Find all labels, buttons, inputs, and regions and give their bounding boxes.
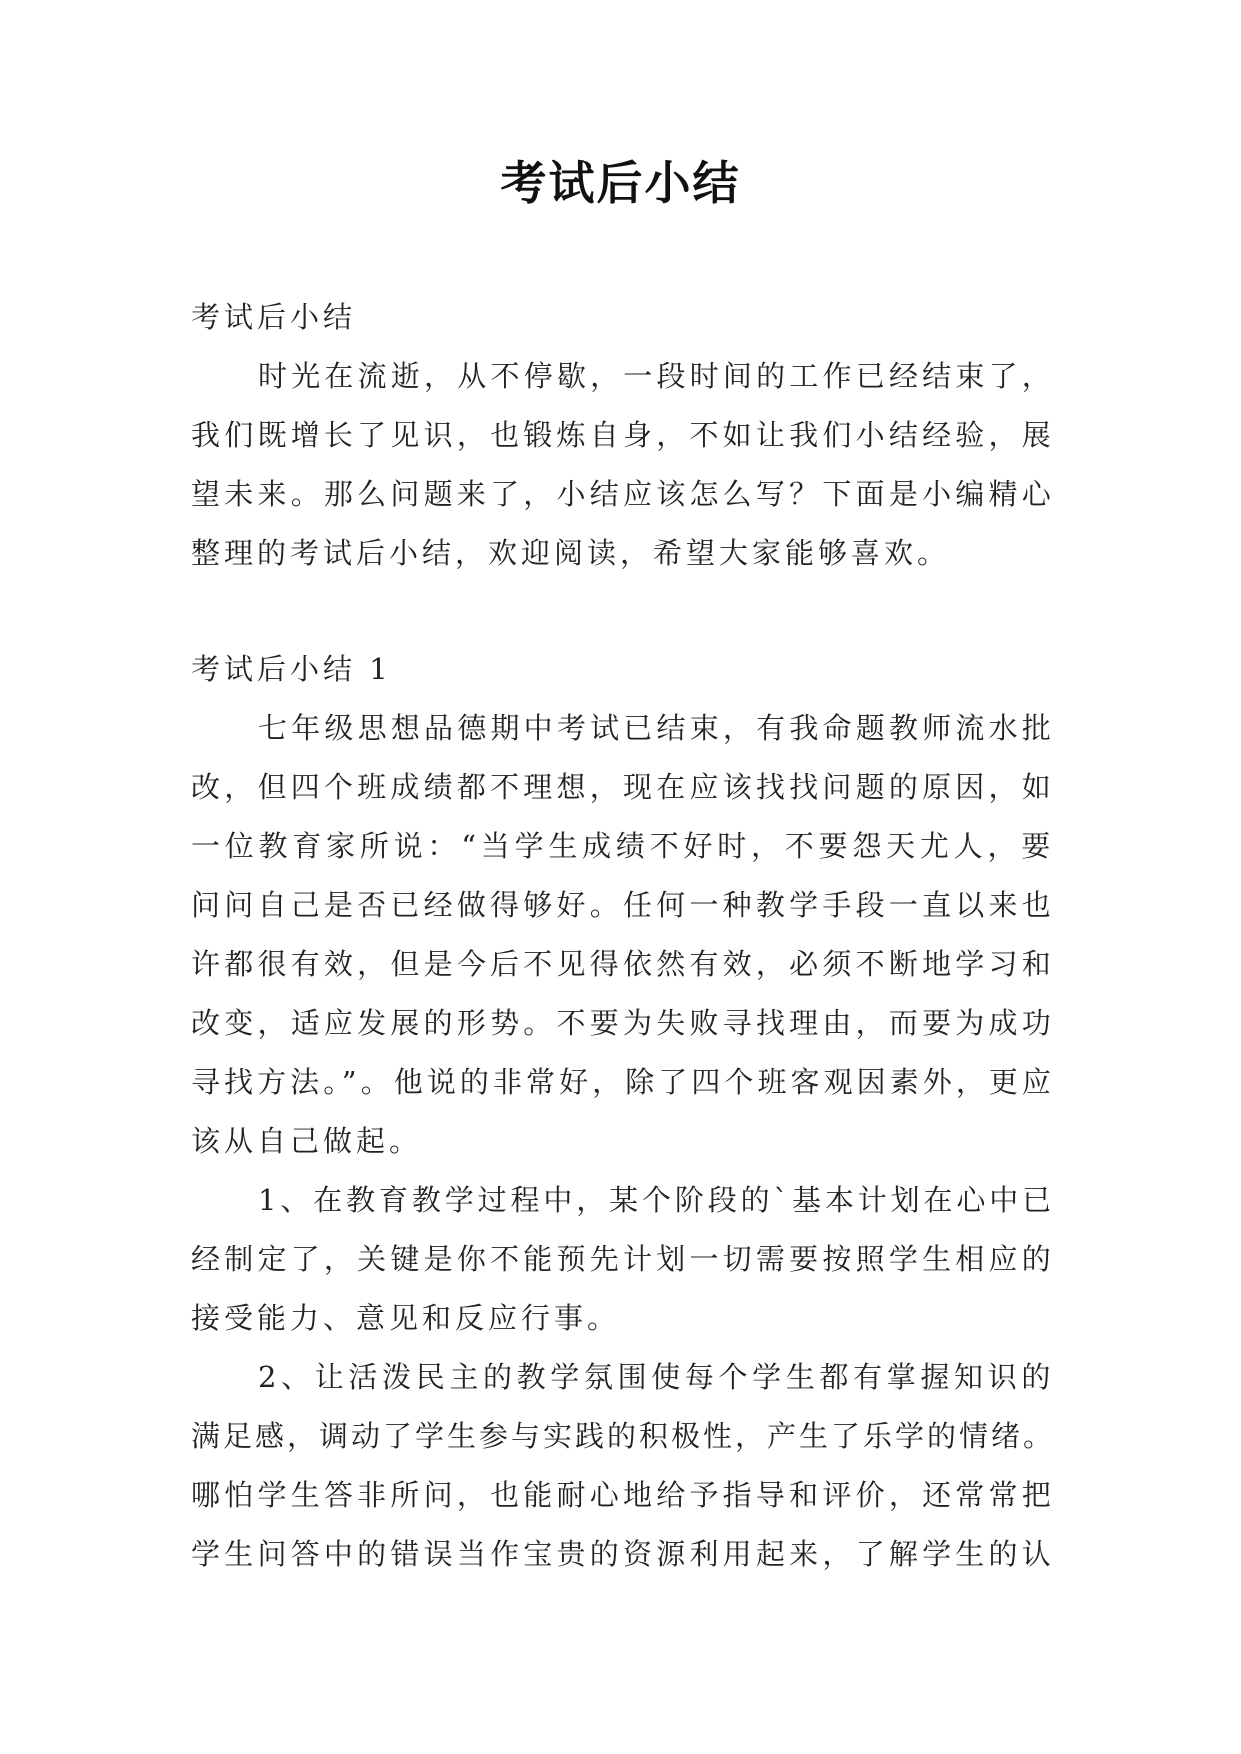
paragraph-line: 哪怕学生答非所问，也能耐心地给予指导和评价，还常常把 bbox=[191, 1478, 1055, 1512]
paragraph-line: 我们既增长了见识，也锻炼自身，不如让我们小结经验，展 bbox=[191, 418, 1055, 452]
paragraph-line: 问问自己是否已经做得够好。任何一种教学手段一直以来也 bbox=[191, 888, 1055, 922]
paragraph-line: 接受能力、意见和反应行事。 bbox=[191, 1301, 621, 1335]
document-title: 考试后小结 bbox=[500, 156, 741, 210]
paragraph-line: 望未来。那么问题来了，小结应该怎么写？下面是小编精心 bbox=[191, 477, 1055, 511]
intro-paragraph bbox=[191, 347, 1055, 583]
paragraph-line: 经制定了，关键是你不能预先计划一切需要按照学生相应的 bbox=[191, 1242, 1055, 1276]
paragraph-line: 寻找方法。”。他说的非常好，除了四个班客观因素外，更应 bbox=[191, 1065, 1055, 1099]
paragraph-line: 1、在教育教学过程中，某个阶段的`基本计划在心中已 bbox=[258, 1183, 1055, 1217]
paragraph-line: 改，但四个班成绩都不理想，现在应该找找问题的原因，如 bbox=[191, 770, 1055, 804]
section-heading: 考试后小结 1 bbox=[191, 652, 392, 686]
paragraph-line: 整理的考试后小结，欢迎阅读，希望大家能够喜欢。 bbox=[191, 536, 951, 570]
section-paragraph bbox=[191, 1348, 1055, 1584]
paragraph-line: 许都很有效，但是今后不见得依然有效，必须不断地学习和 bbox=[191, 947, 1055, 981]
paragraph-line: 满足感，调动了学生参与实践的积极性，产生了乐学的情绪。 bbox=[191, 1419, 1055, 1453]
section-paragraph bbox=[191, 699, 1055, 1171]
paragraph-line: 改变，适应发展的形势。不要为失败寻找理由，而要为成功 bbox=[191, 1006, 1055, 1040]
paragraph-line: 学生问答中的错误当作宝贵的资源利用起来，了解学生的认 bbox=[191, 1537, 1055, 1571]
section-paragraph bbox=[191, 1171, 1055, 1348]
paragraph-line: 2、让活泼民主的教学氛围使每个学生都有掌握知识的 bbox=[258, 1360, 1055, 1394]
paragraph-line: 七年级思想品德期中考试已结束，有我命题教师流水批 bbox=[258, 711, 1055, 745]
document-body bbox=[191, 288, 1055, 1584]
paragraph-line: 该从自己做起。 bbox=[191, 1124, 423, 1158]
paragraph-line: 一位教育家所说：“当学生成绩不好时，不要怨天尤人，要 bbox=[191, 829, 1055, 863]
paragraph-line: 时光在流逝，从不停歇，一段时间的工作已经结束了， bbox=[258, 359, 1055, 393]
intro-heading: 考试后小结 bbox=[191, 300, 357, 334]
